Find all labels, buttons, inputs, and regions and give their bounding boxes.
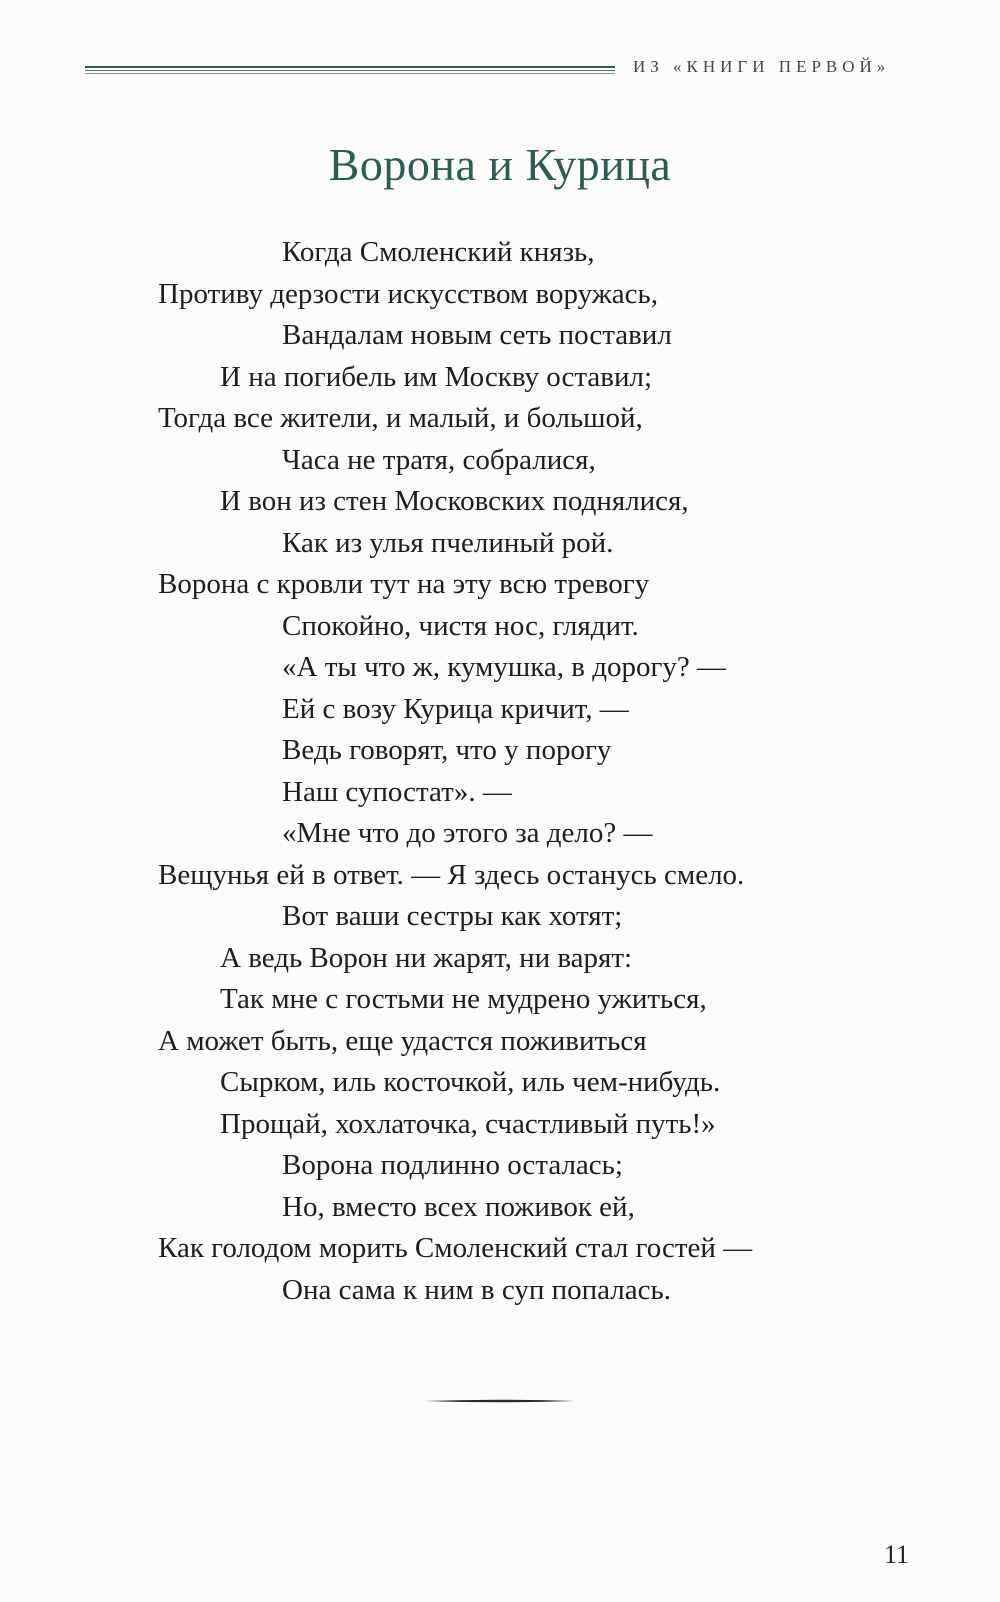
poem-line: Ворона с кровли тут на эту всю тревогу [158,568,650,600]
poem-line: А может быть, еще удастся поживиться [158,1024,647,1057]
poem-line: Противу дерзости искусством воружась, [158,277,659,310]
poem-line: «А ты что ж, кумушка, в дорогу? — [282,651,726,683]
poem-line: Наш супостат». — [282,775,512,808]
poem-line: Когда Смоленский князь, [282,236,595,268]
running-head: ИЗ «КНИГИ ПЕРВОЙ» [633,57,891,76]
poem-line: И на погибель им Москву оставил; [220,360,653,393]
header-rule [85,66,615,74]
poem-line: «Мне что до этого за дело? — [282,817,653,849]
poem-line: Ворона подлинно осталась; [282,1149,623,1181]
poem-line: Вот ваши сестры как хотят; [282,900,623,932]
poem-line: И вон из стен Московских поднялися, [220,485,689,517]
tail-ornament [425,1398,575,1404]
poem-title: Ворона и Курица [328,139,672,190]
poem-line: Спокойно, чистя нос, глядит. [282,609,639,642]
poem-line: Вандалам новым сеть поставил [282,319,672,351]
poem-line: Ведь говорят, что у порогу [282,734,612,766]
poem-line: Сырком, иль косточкой, иль чем-нибудь. [220,1066,721,1098]
poem-line: Она сама к ним в суп попалась. [282,1273,671,1306]
poem-line: Как из улья пчелиный рой. [282,526,614,559]
poem-line: Но, вместо всех поживок ей, [282,1190,635,1223]
poem-line: Ей с возу Курица кричит, — [282,692,629,725]
page-number: 11 [884,1540,910,1569]
poem-line: Вещунья ей в ответ. — Я здесь останусь смело. [158,858,745,891]
poem-line: Так мне с гостьми не мудрено ужиться, [220,983,707,1015]
poem-line: Прощай, хохлаточка, счастливый путь!» [220,1107,716,1140]
poem-line: Часа не тратя, собралися, [282,443,596,476]
poem-line: Как голодом морить Смоленский стал гостей — [158,1232,753,1264]
poem-line: Тогда все жители, и малый, и большой, [158,402,643,434]
poem-line: А ведь Ворон ни жарят, ни варят: [220,941,633,974]
